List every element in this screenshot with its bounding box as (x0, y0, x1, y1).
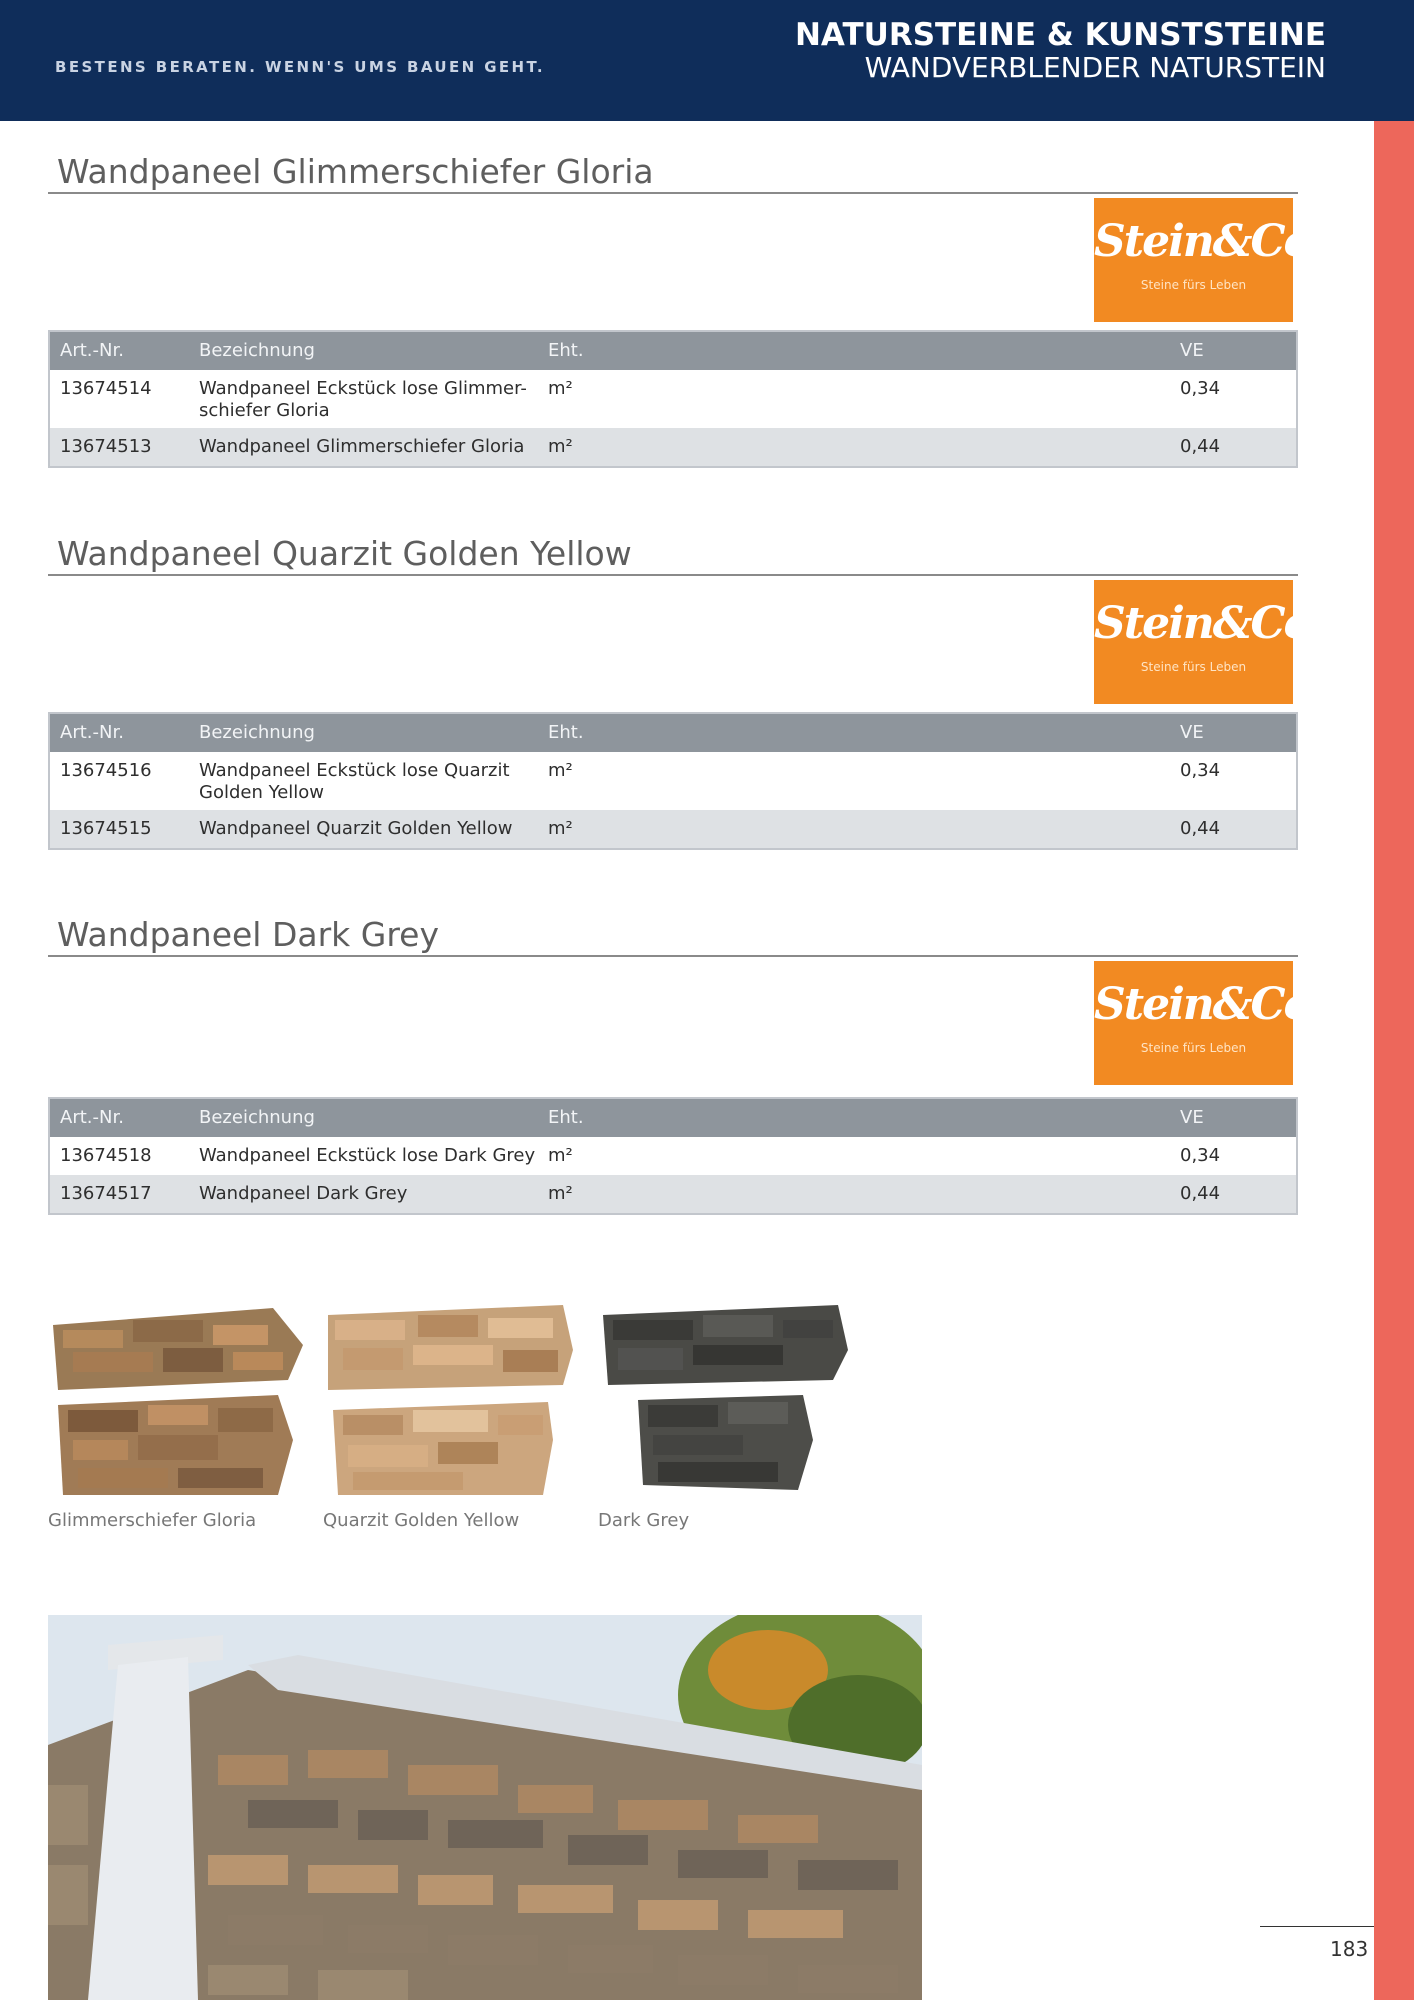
product-table (48, 712, 1298, 850)
col-ve: VE (1180, 340, 1204, 361)
stone-panel-image (48, 1290, 308, 1505)
cell-ve: 0,34 (1180, 378, 1221, 399)
cell-ve: 0,34 (1180, 760, 1221, 781)
header-tagline: BESTENS BERATEN. WENN'S UMS BAUEN GEHT. (55, 58, 545, 76)
section-title: Wandpaneel Glimmerschiefer Gloria (57, 152, 654, 191)
cell-art-nr: 13674515 (60, 818, 152, 839)
page-header (0, 0, 1414, 121)
sample-caption: Quarzit Golden Yellow (323, 1510, 520, 1531)
col-ve: VE (1180, 1107, 1204, 1128)
cell-bezeichnung: Wandpaneel Quarzit Golden Yellow (199, 818, 513, 839)
cell-eht: m² (548, 378, 573, 399)
page-number-rule (1260, 1926, 1374, 1927)
col-eht: Eht. (548, 722, 584, 743)
logo-mark: Stein&Co. (1094, 598, 1324, 649)
section-quarzit-golden-yellow (48, 534, 1324, 854)
col-bezeichnung: Bezeichnung (199, 722, 315, 743)
cell-eht: m² (548, 1183, 573, 1204)
cell-bezeichnung: Wandpaneel Dark Grey (199, 1183, 408, 1204)
table-row (50, 370, 1296, 428)
sample-caption: Glimmerschiefer Gloria (48, 1510, 257, 1531)
cell-eht: m² (548, 436, 573, 457)
logo-mark: Stein&Co. (1094, 216, 1324, 267)
col-art-nr: Art.-Nr. (60, 722, 124, 743)
logo-tagline: Steine fürs Leben (1140, 660, 1247, 674)
table-row (50, 810, 1296, 848)
title-rule (48, 955, 1298, 957)
section-title: Wandpaneel Dark Grey (57, 915, 439, 954)
stein-co-logo (1094, 961, 1324, 1085)
sample-quarzit-golden-yellow (323, 1290, 583, 1540)
table-header-row (50, 714, 1296, 752)
table-header-row (50, 1099, 1296, 1137)
product-table (48, 330, 1298, 468)
stein-co-logo (1094, 580, 1324, 704)
title-rule (48, 574, 1298, 576)
title-rule (48, 192, 1298, 194)
table-row (50, 1175, 1296, 1213)
sample-caption: Dark Grey (598, 1510, 690, 1531)
cell-bezeichnung: Wandpaneel Eckstück lose Glimmer-schiefer Gloria (199, 378, 527, 421)
stein-co-logo (1094, 198, 1324, 322)
cell-bezeichnung: Wandpaneel Eckstück lose Quarzit Golden Yellow (199, 760, 510, 803)
col-bezeichnung: Bezeichnung (199, 340, 315, 361)
sample-glimmerschiefer-gloria (48, 1290, 308, 1540)
cell-art-nr: 13674518 (60, 1145, 152, 1166)
cell-art-nr: 13674514 (60, 378, 152, 399)
col-eht: Eht. (548, 1107, 584, 1128)
cell-ve: 0,34 (1180, 1145, 1221, 1166)
sample-dark-grey (598, 1290, 858, 1540)
section-title: Wandpaneel Quarzit Golden Yellow (57, 534, 632, 573)
col-bezeichnung: Bezeichnung (199, 1107, 315, 1128)
section-dark-grey (48, 915, 1324, 1225)
cell-eht: m² (548, 1145, 573, 1166)
header-title: NATURSTEINE & KUNSTSTEINE (794, 17, 1326, 53)
stone-panel-image (323, 1290, 583, 1505)
logo-tagline: Steine fürs Leben (1140, 278, 1247, 292)
header-subtitle: WANDVERBLENDER NATURSTEIN (864, 51, 1326, 84)
col-art-nr: Art.-Nr. (60, 1107, 124, 1128)
table-row (50, 1137, 1296, 1175)
col-eht: Eht. (548, 340, 584, 361)
wall-photo-image (48, 1615, 922, 2000)
cell-bezeichnung: Wandpaneel Glimmerschiefer Gloria (199, 436, 525, 457)
cell-art-nr: 13674513 (60, 436, 152, 457)
cell-eht: m² (548, 760, 573, 781)
cell-art-nr: 13674517 (60, 1183, 152, 1204)
wall-installation-photo (48, 1615, 922, 2000)
table-row (50, 752, 1296, 810)
cell-eht: m² (548, 818, 573, 839)
product-samples (48, 1290, 928, 1540)
col-art-nr: Art.-Nr. (60, 340, 124, 361)
section-glimmerschiefer-gloria (48, 152, 1324, 472)
logo-tagline: Steine fürs Leben (1140, 1041, 1247, 1055)
page-number: 183 (1330, 1937, 1369, 1961)
table-header-row (50, 332, 1296, 370)
logo-mark: Stein&Co. (1094, 979, 1324, 1030)
cell-ve: 0,44 (1180, 1183, 1221, 1204)
product-table (48, 1097, 1298, 1215)
table-row (50, 428, 1296, 466)
stone-panel-image (598, 1290, 858, 1505)
cell-ve: 0,44 (1180, 818, 1221, 839)
accent-side-bar (1374, 121, 1414, 2000)
cell-bezeichnung: Wandpaneel Eckstück lose Dark Grey (199, 1145, 536, 1166)
cell-art-nr: 13674516 (60, 760, 152, 781)
cell-ve: 0,44 (1180, 436, 1221, 457)
col-ve: VE (1180, 722, 1204, 743)
